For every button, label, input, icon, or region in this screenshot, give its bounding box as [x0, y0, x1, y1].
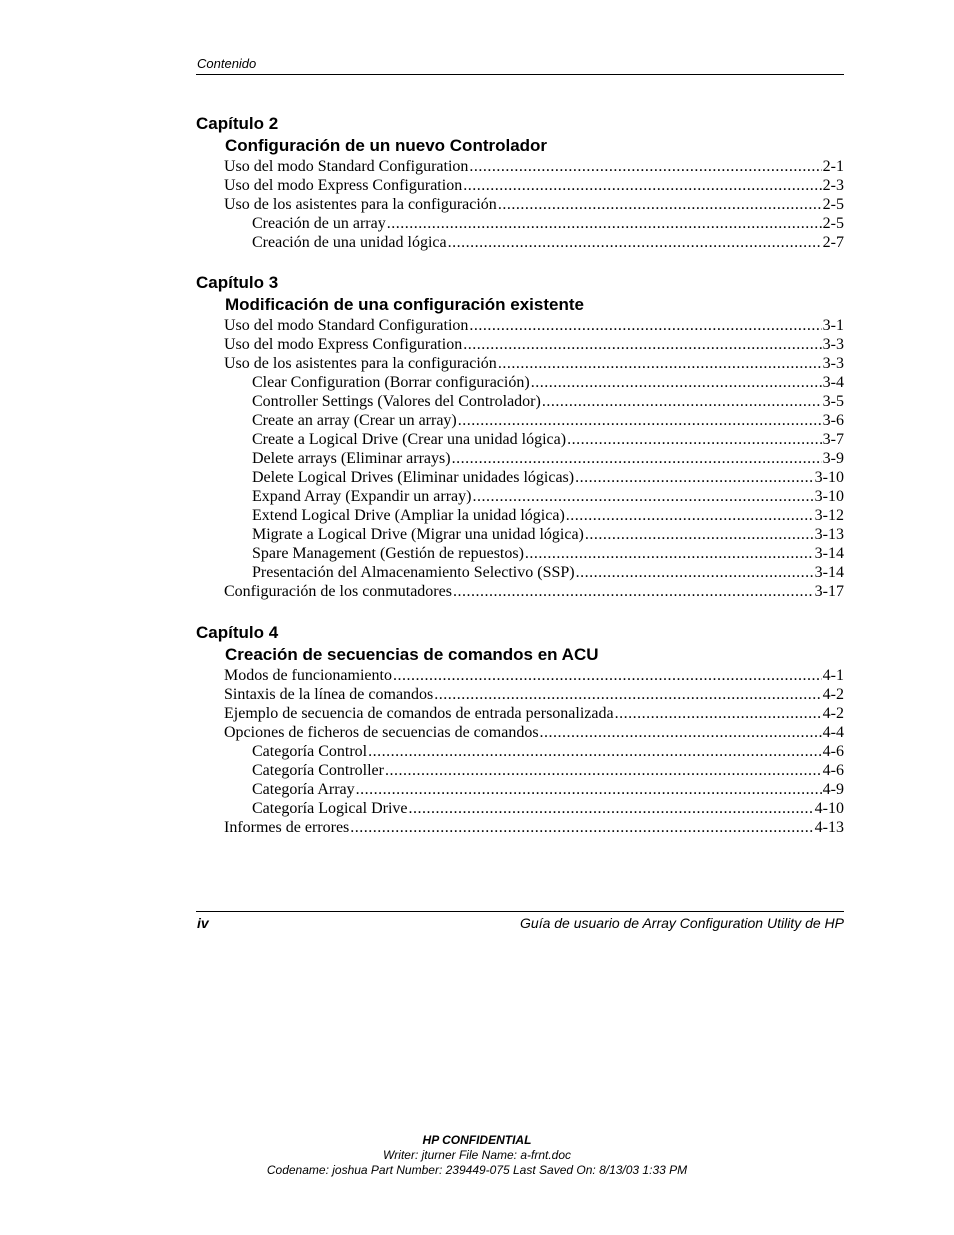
dot-leader	[531, 373, 822, 392]
toc-entry[interactable]	[252, 468, 844, 487]
toc-entry[interactable]	[224, 582, 844, 601]
dot-leader	[463, 176, 821, 195]
dot-leader	[452, 449, 822, 468]
toc-entry[interactable]	[224, 818, 844, 837]
footer-rule	[196, 911, 844, 912]
dot-leader	[469, 316, 821, 335]
toc-entry-page: 2-3	[822, 177, 844, 194]
toc-entry[interactable]	[252, 487, 844, 506]
toc-entry-page: 4-6	[822, 743, 844, 760]
toc-entry-title: Expand Array (Expandir un array)	[252, 488, 472, 505]
toc-entry-title: Clear Configuration (Borrar configuración)	[252, 374, 530, 391]
toc-entry[interactable]	[252, 525, 844, 544]
confidential-block	[0, 1133, 954, 1178]
toc-entry[interactable]	[224, 666, 844, 685]
toc-entry-title: Categoría Logical Drive	[252, 800, 408, 817]
toc-entry-page: 3-13	[814, 526, 844, 543]
book-title: Guía de usuario de Array Configuration Utility de HP	[520, 915, 844, 931]
dot-leader	[453, 582, 814, 601]
toc-entry-title: Migrate a Logical Drive (Migrar una unidad lógica)	[252, 526, 584, 543]
dot-leader	[409, 799, 814, 818]
toc-entry[interactable]	[224, 354, 844, 373]
toc-entry-page: 3-10	[814, 469, 844, 486]
toc-entry-page: 3-3	[822, 336, 844, 353]
toc-entry-title: Delete arrays (Eliminar arrays)	[252, 450, 451, 467]
toc-entry[interactable]	[224, 157, 844, 176]
toc-entry-page: 4-4	[822, 724, 844, 741]
toc-entry-page: 4-6	[822, 762, 844, 779]
dot-leader	[498, 195, 822, 214]
toc-entry[interactable]	[224, 195, 844, 214]
toc-entry-page: 2-5	[822, 196, 844, 213]
dot-leader	[469, 157, 821, 176]
toc-entry-title: Uso del modo Standard Configuration	[224, 158, 469, 175]
dot-leader	[368, 742, 822, 761]
header-rule	[196, 74, 844, 75]
toc-entry-page: 3-9	[822, 450, 844, 467]
dot-leader	[525, 544, 814, 563]
toc-entries	[196, 316, 844, 601]
toc-entry-page: 4-10	[814, 800, 844, 817]
chapter-title: Configuración de un nuevo Controlador	[225, 136, 548, 155]
chapter-3-section	[196, 272, 844, 601]
toc-entry-page: 2-1	[822, 158, 844, 175]
chapter-2-section	[196, 113, 844, 252]
toc-entry-page: 3-14	[814, 545, 844, 562]
toc-entry[interactable]	[252, 430, 844, 449]
toc-entry[interactable]	[252, 449, 844, 468]
dot-leader	[472, 487, 813, 506]
dot-leader	[350, 818, 813, 837]
dot-leader	[448, 233, 822, 252]
chapter-title: Creación de secuencias de comandos en ACU	[225, 645, 599, 664]
dot-leader	[567, 430, 822, 449]
toc-entry[interactable]	[224, 685, 844, 704]
page-number: iv	[197, 915, 209, 931]
toc-entry[interactable]	[252, 373, 844, 392]
toc-entry-title: Informes de errores	[224, 819, 350, 836]
dot-leader	[540, 723, 822, 742]
dot-leader	[585, 525, 814, 544]
toc-entry-title: Uso de los asistentes para la configuración	[224, 196, 497, 213]
toc-entry-page: 4-9	[822, 781, 844, 798]
toc-entry-title: Categoría Controller	[252, 762, 384, 779]
toc-entry[interactable]	[252, 411, 844, 430]
running-header: Contenido	[197, 56, 257, 71]
toc-entry[interactable]	[252, 233, 844, 252]
toc-entry-page: 3-10	[814, 488, 844, 505]
toc-entry-title: Creación de una unidad lógica	[252, 234, 447, 251]
toc-entry-page: 4-2	[822, 705, 844, 722]
dot-leader	[387, 214, 822, 233]
toc-entry-title: Categoría Control	[252, 743, 368, 760]
chapter-label: Capítulo 3	[196, 273, 279, 292]
dot-leader	[463, 335, 821, 354]
toc-entry[interactable]	[252, 214, 844, 233]
toc-entry-title: Ejemplo de secuencia de comandos de entrada personalizada	[224, 705, 614, 722]
toc-entry-page: 3-6	[822, 412, 844, 429]
dot-leader	[498, 354, 822, 373]
dot-leader	[575, 468, 814, 487]
toc-entry-page: 4-1	[822, 667, 844, 684]
dot-leader	[542, 392, 822, 411]
toc-entry-page: 3-1	[822, 317, 844, 334]
toc-entry[interactable]	[224, 335, 844, 354]
toc-entry-page: 3-14	[814, 564, 844, 581]
toc-entry[interactable]	[252, 761, 844, 780]
toc-entry-title: Uso del modo Express Configuration	[224, 177, 463, 194]
toc-entry-title: Modos de funcionamiento	[224, 667, 392, 684]
toc-entry-page: 2-5	[822, 215, 844, 232]
toc-entry-title: Uso de los asistentes para la configuración	[224, 355, 497, 372]
toc-entry-title: Create an array (Crear un array)	[252, 412, 457, 429]
toc-entry-page: 3-12	[814, 507, 844, 524]
dot-leader	[615, 704, 822, 723]
toc-entry-title: Spare Management (Gestión de repuestos)	[252, 545, 524, 562]
dot-leader	[356, 780, 822, 799]
dot-leader	[458, 411, 822, 430]
toc-entry[interactable]	[252, 563, 844, 582]
toc-entry-title: Categoría Array	[252, 781, 355, 798]
toc-entry-title: Create a Logical Drive (Crear una unidad lógica)	[252, 431, 567, 448]
toc-entry-page: 3-4	[822, 374, 844, 391]
dot-leader	[393, 666, 822, 685]
toc-entry-page: 2-7	[822, 234, 844, 251]
chapter-title: Modificación de una configuración existente	[225, 295, 584, 314]
toc-entry[interactable]	[252, 799, 844, 818]
toc-entry-title: Extend Logical Drive (Ampliar la unidad lógica)	[252, 507, 565, 524]
toc-entry-title: Opciones de ficheros de secuencias de comandos	[224, 724, 539, 741]
dot-leader	[385, 761, 822, 780]
toc-entry[interactable]	[224, 316, 844, 335]
toc-entries	[196, 157, 844, 252]
chapter-4-section	[196, 622, 844, 837]
toc-entry[interactable]	[252, 780, 844, 799]
toc-entry-title: Configuración de los conmutadores	[224, 583, 452, 600]
toc-entry-title: Sintaxis de la línea de comandos	[224, 686, 434, 703]
toc-entry[interactable]	[252, 742, 844, 761]
dot-leader	[566, 506, 814, 525]
toc-entry[interactable]	[252, 544, 844, 563]
toc-entry-title: Uso del modo Standard Configuration	[224, 317, 469, 334]
toc-entry[interactable]	[224, 723, 844, 742]
toc-entry[interactable]	[224, 704, 844, 723]
toc-entry[interactable]	[252, 506, 844, 525]
toc-entry-page: 3-3	[822, 355, 844, 372]
toc-entry-page: 3-5	[822, 393, 844, 410]
toc-entry-page: 4-2	[822, 686, 844, 703]
toc-entry-page: 3-7	[822, 431, 844, 448]
dot-leader	[434, 685, 821, 704]
chapter-label: Capítulo 2	[196, 114, 279, 133]
toc-entry-title: Presentación del Almacenamiento Selectivo (SSP)	[252, 564, 575, 581]
toc-entry-page: 4-13	[814, 819, 844, 836]
chapter-label: Capítulo 4	[196, 623, 279, 642]
writer-info: Writer: jturner File Name: a-frnt.doc	[382, 1148, 572, 1162]
toc-entry-title: Controller Settings (Valores del Controlador)	[252, 393, 541, 410]
toc-entry[interactable]	[252, 392, 844, 411]
document-info: Codename: joshua Part Number: 239449-075 Last Saved On: 8/13/03 1:33 PM	[266, 1163, 688, 1177]
toc-entry-title: Uso del modo Express Configuration	[224, 336, 463, 353]
confidential-label: HP CONFIDENTIAL	[422, 1133, 532, 1147]
toc-entries	[196, 666, 844, 837]
toc-entry-title: Creación de un array	[252, 215, 386, 232]
toc-entry-page: 3-17	[814, 583, 844, 600]
toc-entry-title: Delete Logical Drives (Eliminar unidades lógicas)	[252, 469, 575, 486]
toc-entry[interactable]	[224, 176, 844, 195]
dot-leader	[576, 563, 814, 582]
